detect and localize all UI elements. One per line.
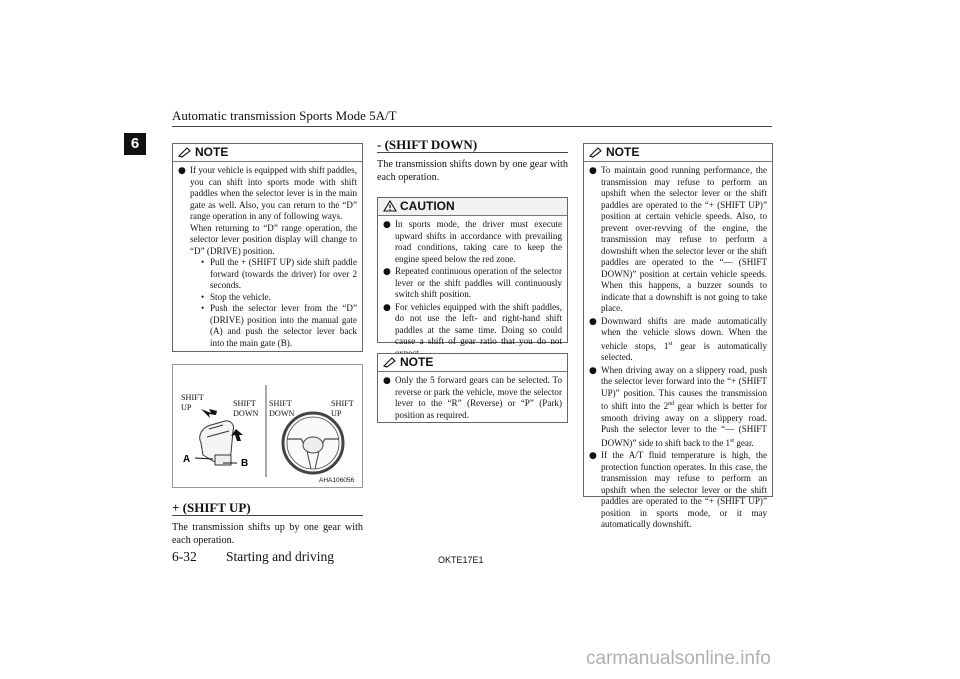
note-item: ● When driving away on a slippery road, push the selector lever forward into the “+ (SHIFT UP)” position. This causes the transmission to shift into the 2nd gear which is better for smooth driving away on a slippery road. Push the selector lever to the “— (SHIFT DOWN)” side to shift back to the 1st gear. <box>589 364 767 448</box>
bullet-icon: ● <box>589 166 597 176</box>
bullet-icon: ● <box>383 220 391 230</box>
dot-bullet-icon: • <box>201 303 205 313</box>
gate-label-b: B <box>241 458 249 469</box>
right-shift-up-label: SHIFT UP <box>331 399 354 418</box>
note-box-3 <box>583 143 773 530</box>
dot-bullet-icon: • <box>201 257 205 267</box>
caution-item: ● For vehicles equipped with the shift paddles, do not use the left- and right-hand shift paddles at the same time. Doing so could cause a shift of gear ratio that you do not <box>383 301 562 346</box>
watermark: carmanualsonline.info <box>586 648 771 669</box>
note-paragraph: When returning to “D” range operation, the selector lever position display will change to “D” (DRIVE) position. <box>190 222 357 256</box>
note-pencil-icon <box>178 146 192 158</box>
note-item: ● If the A/T fluid temperature is high, the protection function operates. In this case, the transmission may refuse to perform an upshift when the selector lever or the shift paddles are operated to the “+ (SHIFT UP)” position in sports mode, or it may automatically downshift. <box>589 450 767 530</box>
shift-up-heading-rule <box>172 515 363 516</box>
caution-body <box>378 216 567 364</box>
note-box-1 <box>172 143 363 352</box>
note-body <box>173 162 362 354</box>
note-label: NOTE <box>195 145 229 159</box>
figure-code: AHA106056 <box>319 477 355 484</box>
note-pencil-icon <box>383 356 397 368</box>
caution-box <box>377 197 568 346</box>
bullet-icon: ● <box>589 316 597 327</box>
chapter-tab: 6 <box>124 133 146 155</box>
note-subitem: • Stop the vehicle. <box>201 291 271 302</box>
shift-up-text: The transmission shifts up by one gear with each operation. <box>172 522 363 546</box>
note-item: ● Downward shifts are made automatically when the vehicle slows down. When the vehicle stops, 1st gear is automatically selected. <box>589 315 767 363</box>
gate-label-a: A <box>183 454 191 465</box>
left-shift-down-label: SHIFT DOWN <box>233 399 259 418</box>
caution-header <box>378 198 567 216</box>
right-shift-down-label: SHIFT DOWN <box>269 399 295 418</box>
page-number: 6-32 <box>172 549 197 564</box>
note-body <box>584 162 772 536</box>
note-paragraph: If your vehicle is equipped with shift paddles, you can shift into sports mode with shift paddles when the selector lever is in the main gate as well. Also, you can return to the “D” range operation in any of following ways. <box>190 165 357 221</box>
dot-bullet-icon: • <box>201 291 205 302</box>
figure-box <box>172 364 363 488</box>
note-header <box>378 354 567 372</box>
bullet-icon: ● <box>383 267 391 277</box>
caution-label: CAUTION <box>400 199 455 213</box>
note-subitem: • Push the selector lever from the “D” (DRIVE) position into the manual gate (A) and push the selector lever back into the main gate (B). <box>201 303 357 348</box>
caution-item: ● In sports mode, the driver must execute upward shifts in accordance with prevailing road conditions, taking care to keep the engine speed below the red zone. <box>383 219 562 264</box>
note-item: ● Only the 5 forward gears can be selected. To reverse or park the vehicle, move the selector lever to the “R” (Reverse) or “P” (Park) position as required. <box>383 375 562 420</box>
shift-down-heading-rule <box>377 152 568 153</box>
bullet-icon: ● <box>383 376 391 386</box>
bullet-icon: ● <box>589 451 597 462</box>
note-subitem: • Pull the + (SHIFT UP) side shift paddle forward (towards the driver) for over 2 seconds. <box>201 257 357 290</box>
caution-item: ● Repeated continuous operation of the selector lever or the shift paddles will continuously switch shift position. <box>383 266 562 299</box>
note-box-2 <box>377 353 568 423</box>
note-pencil-icon <box>589 146 603 158</box>
note-header <box>173 144 362 162</box>
bullet-icon: ● <box>589 365 597 376</box>
bullet-icon: ● <box>178 166 186 176</box>
shift-illustration <box>173 365 362 487</box>
warning-triangle-icon <box>383 200 397 212</box>
steering-wheel-drawing <box>283 413 343 473</box>
header-rule <box>172 126 772 127</box>
note-item <box>178 165 357 349</box>
running-header: Automatic transmission Sports Mode 5A/T <box>172 108 397 123</box>
document-code: OKTE17E1 <box>438 555 484 565</box>
shift-up-heading: + (SHIFT UP) <box>172 500 251 515</box>
left-shift-up-label: SHIFT UP <box>181 393 204 412</box>
note-item: ● To maintain good running performance, the transmission may refuse to perform an upshift when the selector lever or the shift paddles are operated to the “+ (SHIFT UP)” position at certain vehicle speeds. Also, to prevent over-revving of the engine, the transmission may refuse to perform a downshift when the selector lever or the shift paddles are operated to the “— (SHIFT DOWN)” position at certain vehicle speeds. When this happens, a buzzer sounds to indicate that a downshift is not going to take place. <box>589 165 767 313</box>
bullet-icon: ● <box>383 302 391 313</box>
note-header <box>584 144 772 162</box>
shift-down-text: The transmission shifts down by one gear with each operation. <box>377 159 568 183</box>
section-name: Starting and driving <box>226 549 334 564</box>
note-label: NOTE <box>400 355 434 369</box>
note-body <box>378 372 567 426</box>
shift-down-heading: - (SHIFT DOWN) <box>377 137 478 152</box>
note-label: NOTE <box>606 145 640 159</box>
